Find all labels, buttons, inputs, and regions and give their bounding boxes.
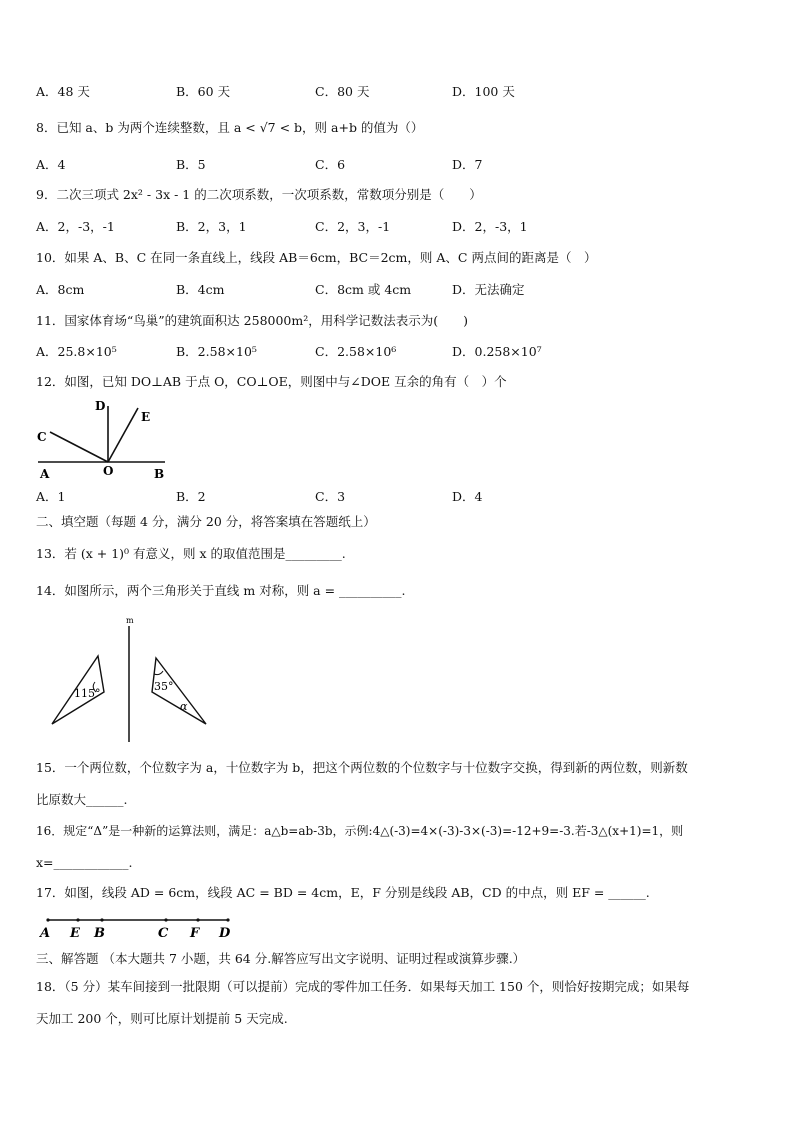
label-d: D [219, 926, 231, 940]
label-e: E [141, 410, 151, 424]
q9-option-a: A．2，-3，-1 [36, 219, 115, 234]
ray-oc [50, 432, 108, 462]
point-d [226, 918, 229, 921]
q11-option-c: C．2.58×10⁶ [315, 344, 397, 359]
q11-stem: 11．国家体育场“鸟巢”的建筑面积达 258000m²，用科学记数法表示为( ) [36, 313, 468, 328]
q16-line1: 16．规定“Δ”是一种新的运算法则，满足：a△b=ab-3b，示例:4△(-3)=4×(-3)-3×(-3)=-12+9=-3.若-3△(x+1)=1，则 [36, 824, 684, 838]
q15-line1: 15．一个两位数，个位数字为 a，十位数字为 b，把这个两位数的个位数字与十位数字交换，得到新的两位数，则新数 [36, 760, 688, 775]
label-b: B [94, 926, 105, 940]
label-f: F [190, 926, 200, 940]
ray-oe [108, 408, 138, 462]
section2-heading: 二、填空题（每题 4 分，满分 20 分，将答案填在答题纸上） [36, 514, 376, 529]
q8-option-b: B．5 [176, 157, 206, 172]
q9-stem: 9．二次三项式 2x² - 3x - 1 的二次项系数，一次项系数，常数项分别是（ ） [36, 187, 482, 202]
q7-option-d: D．100 天 [452, 84, 515, 99]
label-o: O [103, 464, 114, 478]
q16-line2: x=____________. [36, 855, 133, 870]
q8-options [36, 157, 756, 173]
label-a: A [40, 467, 50, 481]
q7-option-c: C．80 天 [315, 84, 370, 99]
q17-figure [36, 912, 246, 940]
label-c: C [158, 926, 169, 940]
q13-stem: 13．若 (x + 1)⁰ 有意义，则 x 的取值范围是_________. [36, 546, 346, 561]
q10-stem: 10．如果 A、B、C 在同一条直线上，线段 AB＝6cm，BC＝2cm，则 A、C 两点间的距离是（ ） [36, 250, 597, 265]
q15-line2: 比原数大______. [36, 792, 128, 807]
q8-option-d: D．7 [452, 157, 483, 172]
q8-option-c: C．6 [315, 157, 346, 172]
q12-options [36, 489, 756, 505]
q8-stem: 8．已知 a、b 为两个连续整数，且 a < √7 < b，则 a+b 的值为（） [36, 120, 424, 135]
alpha-label: α [180, 700, 188, 713]
label-d: D [95, 399, 106, 413]
point-f [196, 918, 199, 921]
right-angle-arc [154, 671, 163, 675]
left-angle-label: 115° [74, 687, 101, 700]
q12-stem: 12．如图，已知 DO⊥AB 于点 O，CO⊥OE，则图中与∠DOE 互余的角有（ ）个 [36, 374, 507, 389]
q8-option-a: A．4 [36, 157, 66, 172]
q10-option-c: C．8cm 或 4cm [315, 282, 412, 297]
right-angle-label: 35° [154, 680, 174, 693]
q12-option-d: D．4 [452, 489, 483, 504]
q11-options [36, 344, 756, 360]
q12-option-b: B．2 [176, 489, 206, 504]
q12-option-c: C．3 [315, 489, 346, 504]
q14-stem: 14．如图所示，两个三角形关于直线 m 对称，则 a = __________. [36, 583, 406, 598]
q14-figure [40, 612, 220, 744]
q17-stem: 17．如图，线段 AD = 6cm，线段 AC = BD = 4cm，E，F 分别是线段 AB，CD 的中点，则 EF = ______. [36, 885, 650, 900]
label-e: E [70, 926, 80, 940]
q11-option-d: D．0.258×10⁷ [452, 344, 542, 359]
point-a [46, 918, 49, 921]
point-c [164, 918, 167, 921]
section3-heading: 三、解答题 （本大题共 7 小题，共 64 分.解答应写出文字说明、证明过程或演算步骤.） [36, 951, 526, 966]
q7-option-a: A．48 天 [36, 84, 90, 99]
label-m: m [126, 616, 134, 625]
q7-option-b: B．60 天 [176, 84, 231, 99]
q10-option-d: D．无法确定 [452, 282, 525, 297]
q10-option-b: B．4cm [176, 282, 225, 297]
q10-options [36, 282, 756, 298]
q18-line1: 18．（5 分）某车间接到一批限期（可以提前）完成的零件加工任务．如果每天加工 150 个，则恰好按期完成；如果每 [36, 979, 690, 994]
q9-option-d: D．2，-3，1 [452, 219, 528, 234]
label-a: A [40, 926, 51, 940]
point-e [76, 918, 79, 921]
label-b: B [154, 467, 165, 481]
q7-options [36, 84, 756, 100]
q9-options [36, 219, 756, 235]
q18-line2: 天加工 200 个，则可比原计划提前 5 天完成. [36, 1011, 288, 1026]
point-b [100, 918, 103, 921]
q9-option-b: B．2，3，1 [176, 219, 247, 234]
q11-option-b: B．2.58×10⁵ [176, 344, 257, 359]
label-c: C [37, 430, 47, 444]
q12-figure [30, 394, 180, 482]
q10-option-a: A．8cm [36, 282, 85, 297]
q12-option-a: A．1 [36, 489, 66, 504]
q9-option-c: C．2，3，-1 [315, 219, 391, 234]
q11-option-a: A．25.8×10⁵ [36, 344, 117, 359]
